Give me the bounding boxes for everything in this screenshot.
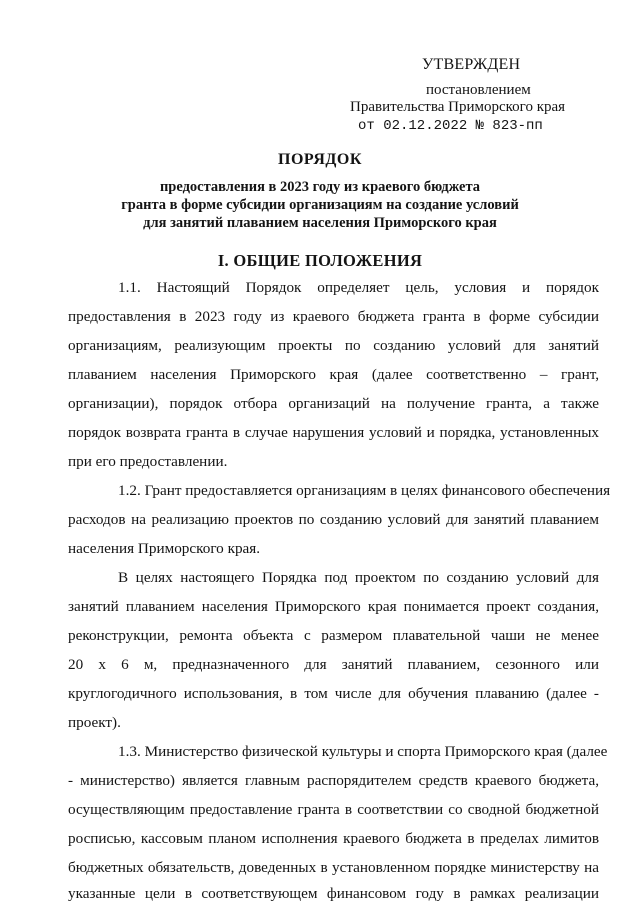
body-line: занятий плаванием населения Приморского края понимается проект создания, [68, 598, 599, 615]
body-line: предоставления в 2023 году из краевого бюджета гранта в форме субсидии [68, 308, 599, 325]
body-line: 20 х 6 м, предназначенного для занятий плаванием, сезонного или [68, 656, 599, 673]
document-subtitle-line-1: предоставления в 2023 году из краевого бюджета [159, 179, 481, 195]
body-line: организации), порядок отбора организаций на получение гранта, а также [68, 395, 599, 412]
body-line: проект). [68, 714, 121, 731]
body-line: бюджетных обязательств, доведенных в установленном порядке министерству на [68, 859, 599, 876]
body-line: осуществляющим предоставление гранта в соответствии со сводной бюджетной [68, 801, 599, 818]
body-line: - министерство) является главным распорядителем средств краевого бюджета, [68, 772, 599, 789]
body-line: порядок возврата гранта в случае нарушения условий и порядка, установленных [68, 424, 599, 441]
approved-label: УТВЕРЖДЕН [422, 56, 521, 73]
document-subtitle-line-3: для занятий плаванием населения Приморского края [143, 215, 497, 231]
body-line: росписью, кассовым планом исполнения краевого бюджета в пределах лимитов [68, 830, 599, 847]
document-title: ПОРЯДОК [278, 151, 362, 168]
body-line: круглогодичного использования, в том числе для обучения плаванию (далее - [68, 685, 599, 702]
body-line: организациям, реализующим проекты по созданию условий для занятий [68, 337, 599, 354]
body-line: 1.1. Настоящий Порядок определяет цель, условия и порядок [118, 279, 599, 296]
body-line: 1.2. Грант предоставляется организациям в целях финансового обеспечения [118, 482, 611, 499]
body-line: населения Приморского края. [68, 540, 261, 557]
body-line: при его предоставлении. [68, 453, 228, 470]
document-subtitle-line-2: гранта в форме субсидии организациям на создание условий [121, 197, 519, 213]
section-heading: I. ОБЩИЕ ПОЛОЖЕНИЯ [217, 251, 423, 270]
body-line: плаванием населения Приморского края (далее соответственно – грант, [68, 366, 599, 383]
approved-by-label: постановлением [426, 82, 531, 98]
resolution-stamp: от 02.12.2022 № 823-пп [358, 118, 543, 134]
body-line: В целях настоящего Порядка под проектом по созданию условий для [118, 569, 599, 586]
body-line: указанные цели в соответствующем финансовом году в рамках реализации [68, 885, 599, 902]
body-line: 1.3. Министерство физической культуры и спорта Приморского края (далее [118, 743, 608, 760]
body-line: реконструкции, ремонта объекта с размером плавательной чаши не менее [68, 627, 599, 644]
government-label: Правительства Приморского края [350, 99, 566, 115]
body-line: расходов на реализацию проектов по созданию условий для занятий плаванием [68, 511, 599, 528]
